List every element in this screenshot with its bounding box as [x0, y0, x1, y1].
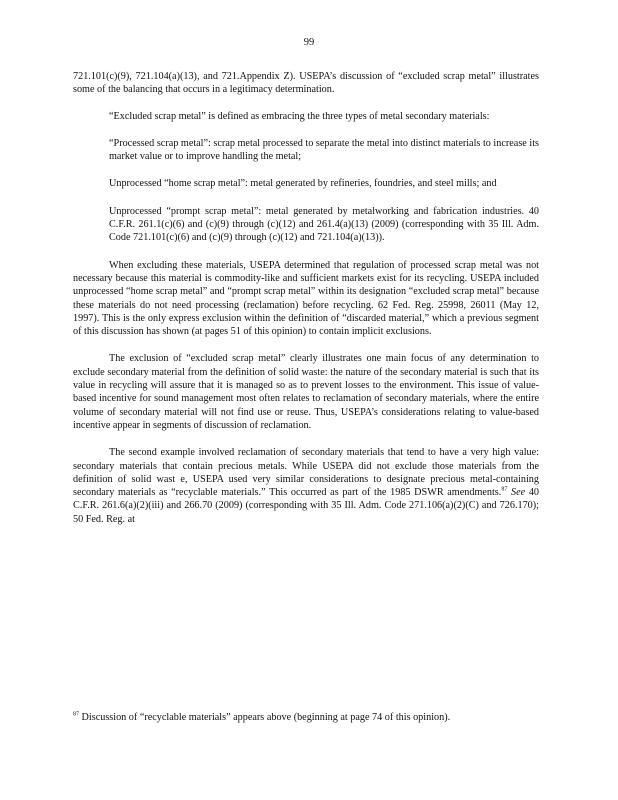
paragraph-exclusion-focus: The exclusion of “excluded scrap metal” clearly illustrates one main focus of any determination to exclude secondary material from the definition of solid waste: the nature of the secondary material is such that its value in recycling will assure that it is managed so as to prevent losses to the environment. This issue of value-based incentive for sound management most often relates to reclamation of secondary materials, where the entire volume of secondary material will not find use or reuse. Thus, USEPA’s considerations relating to value-based incentive appear in segments of discussion of reclamation. [73, 353, 539, 431]
page-number: 99 [303, 37, 315, 48]
paragraph-continuation: 721.101(c)(9), 721.104(a)(13), and 721.Appendix Z). USEPA’s discussion of “excluded scrap metal” illustrates some of the balancing that occurs in a legitimacy determination. [73, 71, 539, 96]
footnote-marker: 87 [73, 711, 79, 718]
list-item-processed: “Processed scrap metal”: scrap metal processed to separate the metal into distinct materials to increase its market value or to improve handling the metal; [109, 137, 539, 163]
list-item-home-scrap: Unprocessed “home scrap metal”: metal generated by refineries, foundries, and steel mills; and [109, 178, 497, 190]
footnote-reference[interactable]: 87 [501, 486, 508, 493]
footnote [73, 711, 539, 724]
paragraph-citation: 40 C.F.R. 261.6(a)(2)(iii) and 266.70 (2009) (corresponding with 35 Ill. Adm. Code 271.106(a)(2)(C) and 726.170); 50 Fed. Reg. at [73, 487, 540, 525]
paragraph-definition: “Excluded scrap metal” is defined as embracing the three types of metal secondary materials: [109, 110, 490, 122]
list-item-prompt-scrap: Unprocessed “prompt scrap metal”: metal generated by metalworking and fabrication industries. 40 C.F.R. 261.1(c)(6) and (c)(9) through (c)(12) and 261.4(a)(13) (2009) (corresponding with 35 Ill. Adm. Code 721.101(c)(6) and (c)(9) through (c)(12) and 721.104(a)(13)). [109, 205, 539, 244]
paragraph-second-example [73, 446, 539, 526]
paragraph-excluding: When excluding these materials, USEPA determined that regulation of processed scrap metal was not necessary because this material is commodity-like and sufficient markets exist for its recycling. USEPA included unprocessed “home scrap metal” and “prompt scrap metal” within its designation “excluded scrap metal” because these materials do not need processing (reclamation) before recycling. 62 Fed. Reg. 25998, 26011 (May 12, 1997). This is the only express exclusion within the definition of “discarded material,” which a previous segment of this discussion has shown (at pages 51 of this opinion) to contain implicit exclusions. [73, 259, 539, 338]
paragraph-text: The second example involved reclamation of secondary materials that tend to have a very high value: secondary materials that contain precious metals. While USEPA did not exclude those materials from the definition of solid wast e, USEPA used very similar considerations to designate precious metal-containing secondary materials as “recyclable materials.” This occurred as part of the 1985 DSWR amendments. [73, 447, 539, 499]
body-text [73, 70, 539, 540]
footnote-text: Discussion of “recyclable materials” appears above (beginning at page 74 of this opinion). [79, 712, 451, 723]
citation-signal: See [511, 487, 526, 499]
